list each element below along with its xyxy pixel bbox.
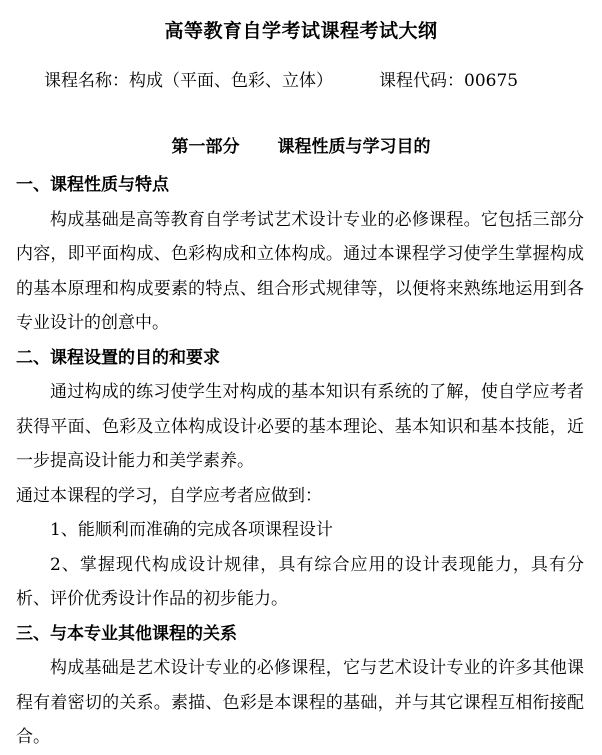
- part-heading: [0, 132, 602, 157]
- part-number: 第一部分: [171, 137, 240, 157]
- course-name: 课程名称：构成（平面、色彩、立体）: [44, 71, 333, 91]
- section-heading-nature: 一、课程性质与特点: [16, 175, 169, 195]
- section-heading-relations: 三、与本专业其他课程的关系: [16, 623, 237, 644]
- document-body: [16, 168, 584, 755]
- course-code: 课程代码：00675: [379, 71, 519, 91]
- course-info-line: [44, 66, 518, 91]
- part-title: 课程性质与学习目的: [277, 137, 431, 157]
- section-paragraph: 构成基础是高等教育自学考试艺术设计专业的必修课程。它包括三部分内容，即平面构成、色彩构成和立体构成。通过本课程学习使学生掌握构成的基本原理和构成要素的特点、组合形式规律等，以便将来熟练地运用到各专业设计的创意中。: [16, 209, 584, 333]
- requirement-item: 2、掌握现代构成设计规律，具有综合应用的设计表现能力，具有分析、评价优秀设计作品的初步能力。: [16, 554, 584, 609]
- section-paragraph: 通过构成的练习使学生对构成的基本知识有系统的了解，使自学应考者获得平面、色彩及立体构成设计必要的基本理论、基本知识和基本技能，近一步提高设计能力和美学素养。: [16, 382, 584, 471]
- section-heading-purpose: 二、课程设置的目的和要求: [16, 347, 220, 368]
- document-title: 高等教育自学考试课程考试大纲: [164, 20, 438, 42]
- section-paragraph: 构成基础是艺术设计专业的必修课程，它与艺术设计专业的许多其他课程有着密切的关系。素描、色彩是本课程的基础，并与其它课程互相衔接配合。: [16, 658, 584, 747]
- requirements-intro: 通过本课程的学习，自学应考者应做到：: [16, 485, 322, 506]
- requirement-item: 1、能顺利而准确的完成各项课程设计: [50, 520, 333, 540]
